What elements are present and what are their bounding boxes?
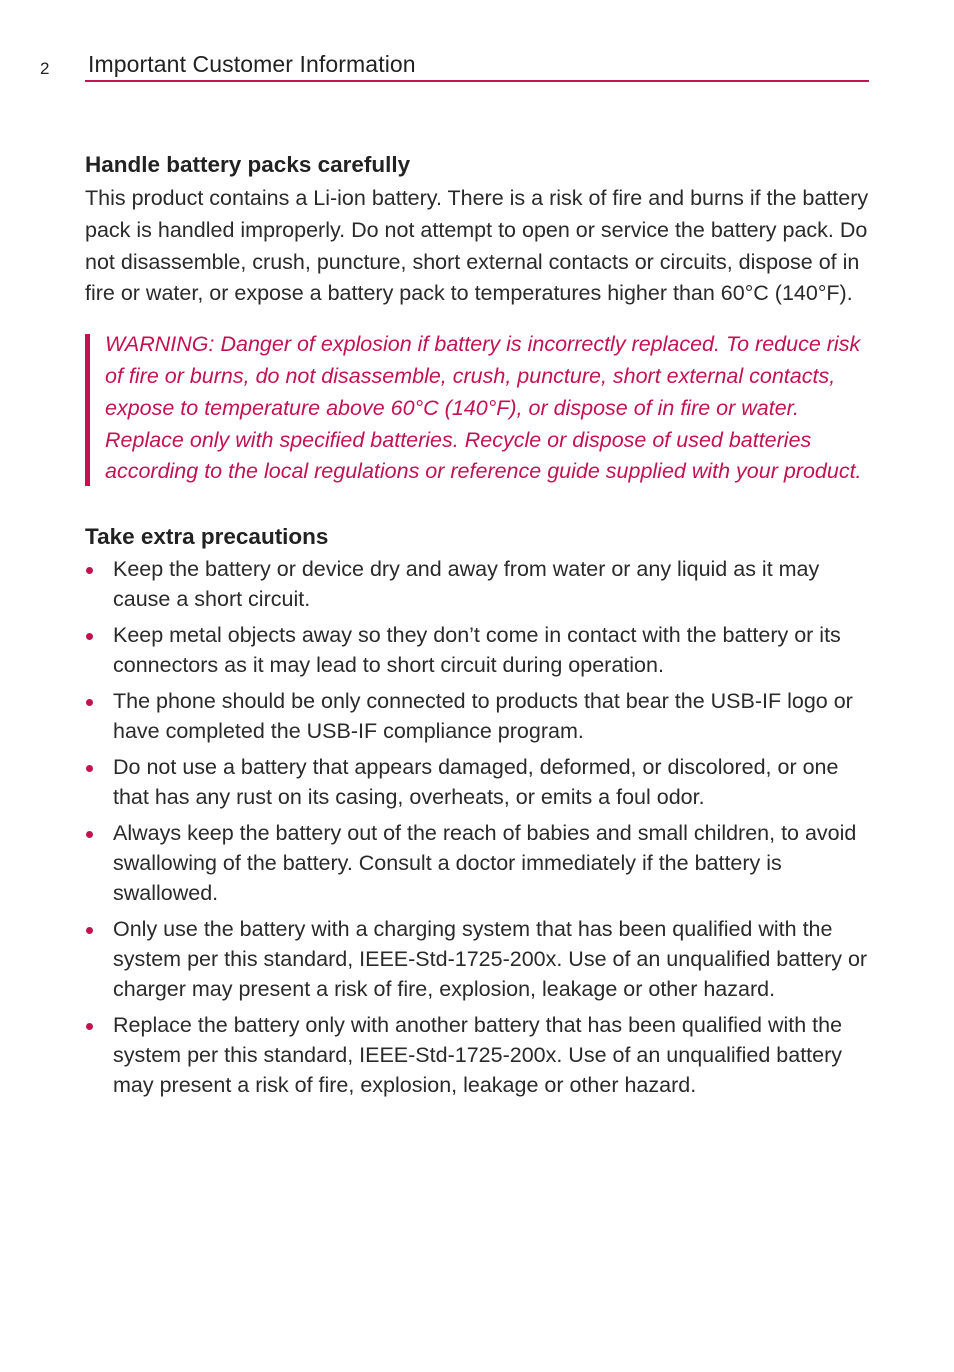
bullet-dot-icon — [86, 765, 93, 772]
warning-bar — [85, 334, 90, 486]
section-heading-precautions: Take extra precautions — [85, 524, 329, 550]
section-heading-battery-packs: Handle battery packs carefully — [85, 152, 411, 177]
list-item — [85, 686, 875, 746]
page-number: 2 — [40, 59, 50, 78]
list-item-text: Only use the battery with a charging system that has been qualified with the system per this standard, IEEE-Std-1725-200x. Use of an unqualified battery or charger may present a risk of fire, explosion, leakage or other hazard. — [113, 917, 868, 1002]
page-header-title: Important Customer Information — [88, 51, 416, 77]
bullet-dot-icon — [86, 699, 93, 706]
warning-callout — [85, 329, 875, 488]
list-item — [85, 818, 875, 908]
bullet-dot-icon — [86, 633, 93, 640]
precautions-list — [85, 554, 875, 1100]
list-item-text: Always keep the battery out of the reach of babies and small children, to avoid swallowing of the battery. Consult a doctor immediately if the battery is swallowed. — [113, 821, 857, 906]
list-item — [85, 752, 875, 812]
list-item-text: Replace the battery only with another battery that has been qualified with the system per this standard, IEEE-Std-1725-200x. Use of an unqualified battery may present a risk of fire, explosion, leakage or other hazard. — [113, 1013, 843, 1098]
battery-packs-paragraph: This product contains a Li-ion battery. There is a risk of fire and burns if the battery pack is handled improperly. Do not attempt to open or service the battery pack. Do not disassemble, crush, puncture, short external contacts or circuits, dispose of in fire or water, or expose a battery pack to temperatures higher than 60°C (140°F). — [85, 186, 869, 306]
bullet-dot-icon — [86, 1023, 93, 1030]
list-item — [85, 620, 875, 680]
list-item — [85, 1010, 875, 1100]
list-item — [85, 554, 875, 614]
list-item-text: Do not use a battery that appears damaged, deformed, or discolored, or one that has any rust on its casing, overheats, or emits a foul odor. — [113, 755, 839, 810]
list-item-text: Keep the battery or device dry and away from water or any liquid as it may cause a short circuit. — [113, 557, 820, 612]
bullet-dot-icon — [86, 831, 93, 838]
list-item-text: Keep metal objects away so they don’t come in contact with the battery or its connectors as it may lead to short circuit during operation. — [113, 623, 841, 678]
warning-text: WARNING: Danger of explosion if battery is incorrectly replaced. To reduce risk of fire or burns, do not disassemble, crush, puncture, short external contacts, expose to temperature above 60°C (140°F), or dispose of in fire or water. Replace only with specified batteries. Recycle or dispose of used batteries according to the local regulations or reference guide supplied with your product. — [105, 332, 862, 484]
bullet-dot-icon — [86, 927, 93, 934]
bullet-dot-icon — [86, 567, 93, 574]
header-rule — [85, 80, 869, 82]
list-item-text: The phone should be only connected to products that bear the USB-IF logo or have completed the USB-IF compliance program. — [113, 689, 853, 744]
list-item — [85, 914, 875, 1004]
page-content — [85, 149, 875, 1106]
